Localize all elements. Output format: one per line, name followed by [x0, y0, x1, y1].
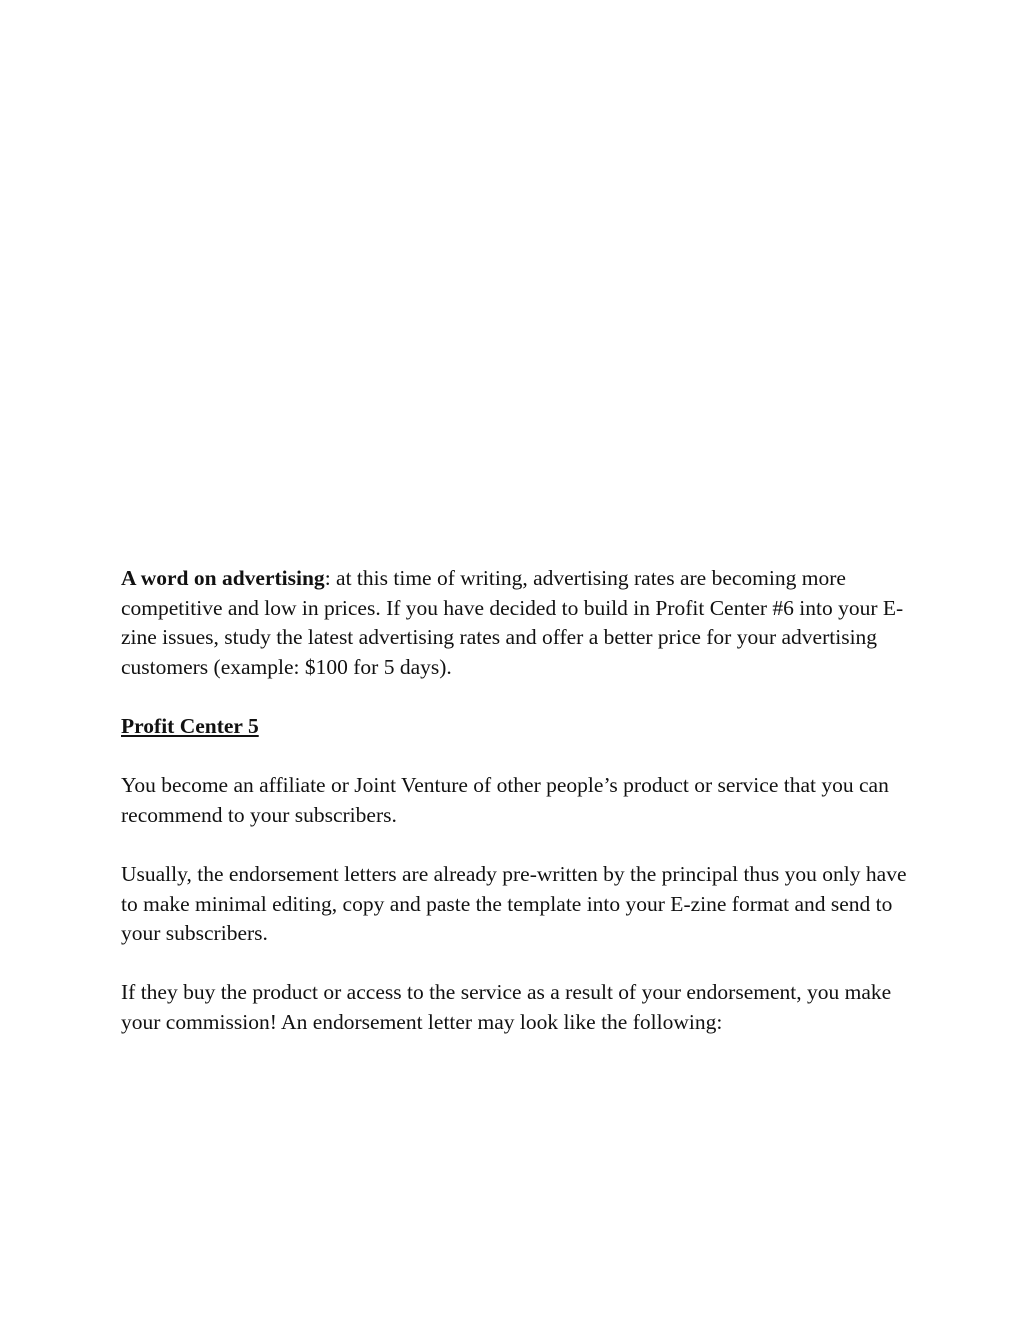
body-paragraph-affiliate: You become an affiliate or Joint Venture of other people’s product or service that you can recommend to your subscribers.	[121, 773, 889, 827]
body-paragraph-endorsement-letters: Usually, the endorsement letters are already pre-written by the principal thus you only have to make minimal editing, copy and paste the template into your E-zine format and send to your subscribers.	[121, 861, 907, 946]
advertising-lead: A word on advertising	[121, 566, 325, 590]
page-content	[121, 564, 911, 1067]
section-heading: Profit Center 5	[121, 713, 259, 738]
advertising-body: : at this time of writing, advertising rates are becoming more competitive and low in prices. If you have decided to build in Profit Center #6 into your E-zine issues, study the latest advertising rates and offer a better price for your advertising customers (example: $100 for 5 days).	[121, 566, 904, 679]
advertising-paragraph	[121, 564, 911, 682]
body-paragraph-commission: If they buy the product or access to the service as a result of your endorsement, you make your commission! An endorsement letter may look like the following:	[121, 980, 892, 1034]
